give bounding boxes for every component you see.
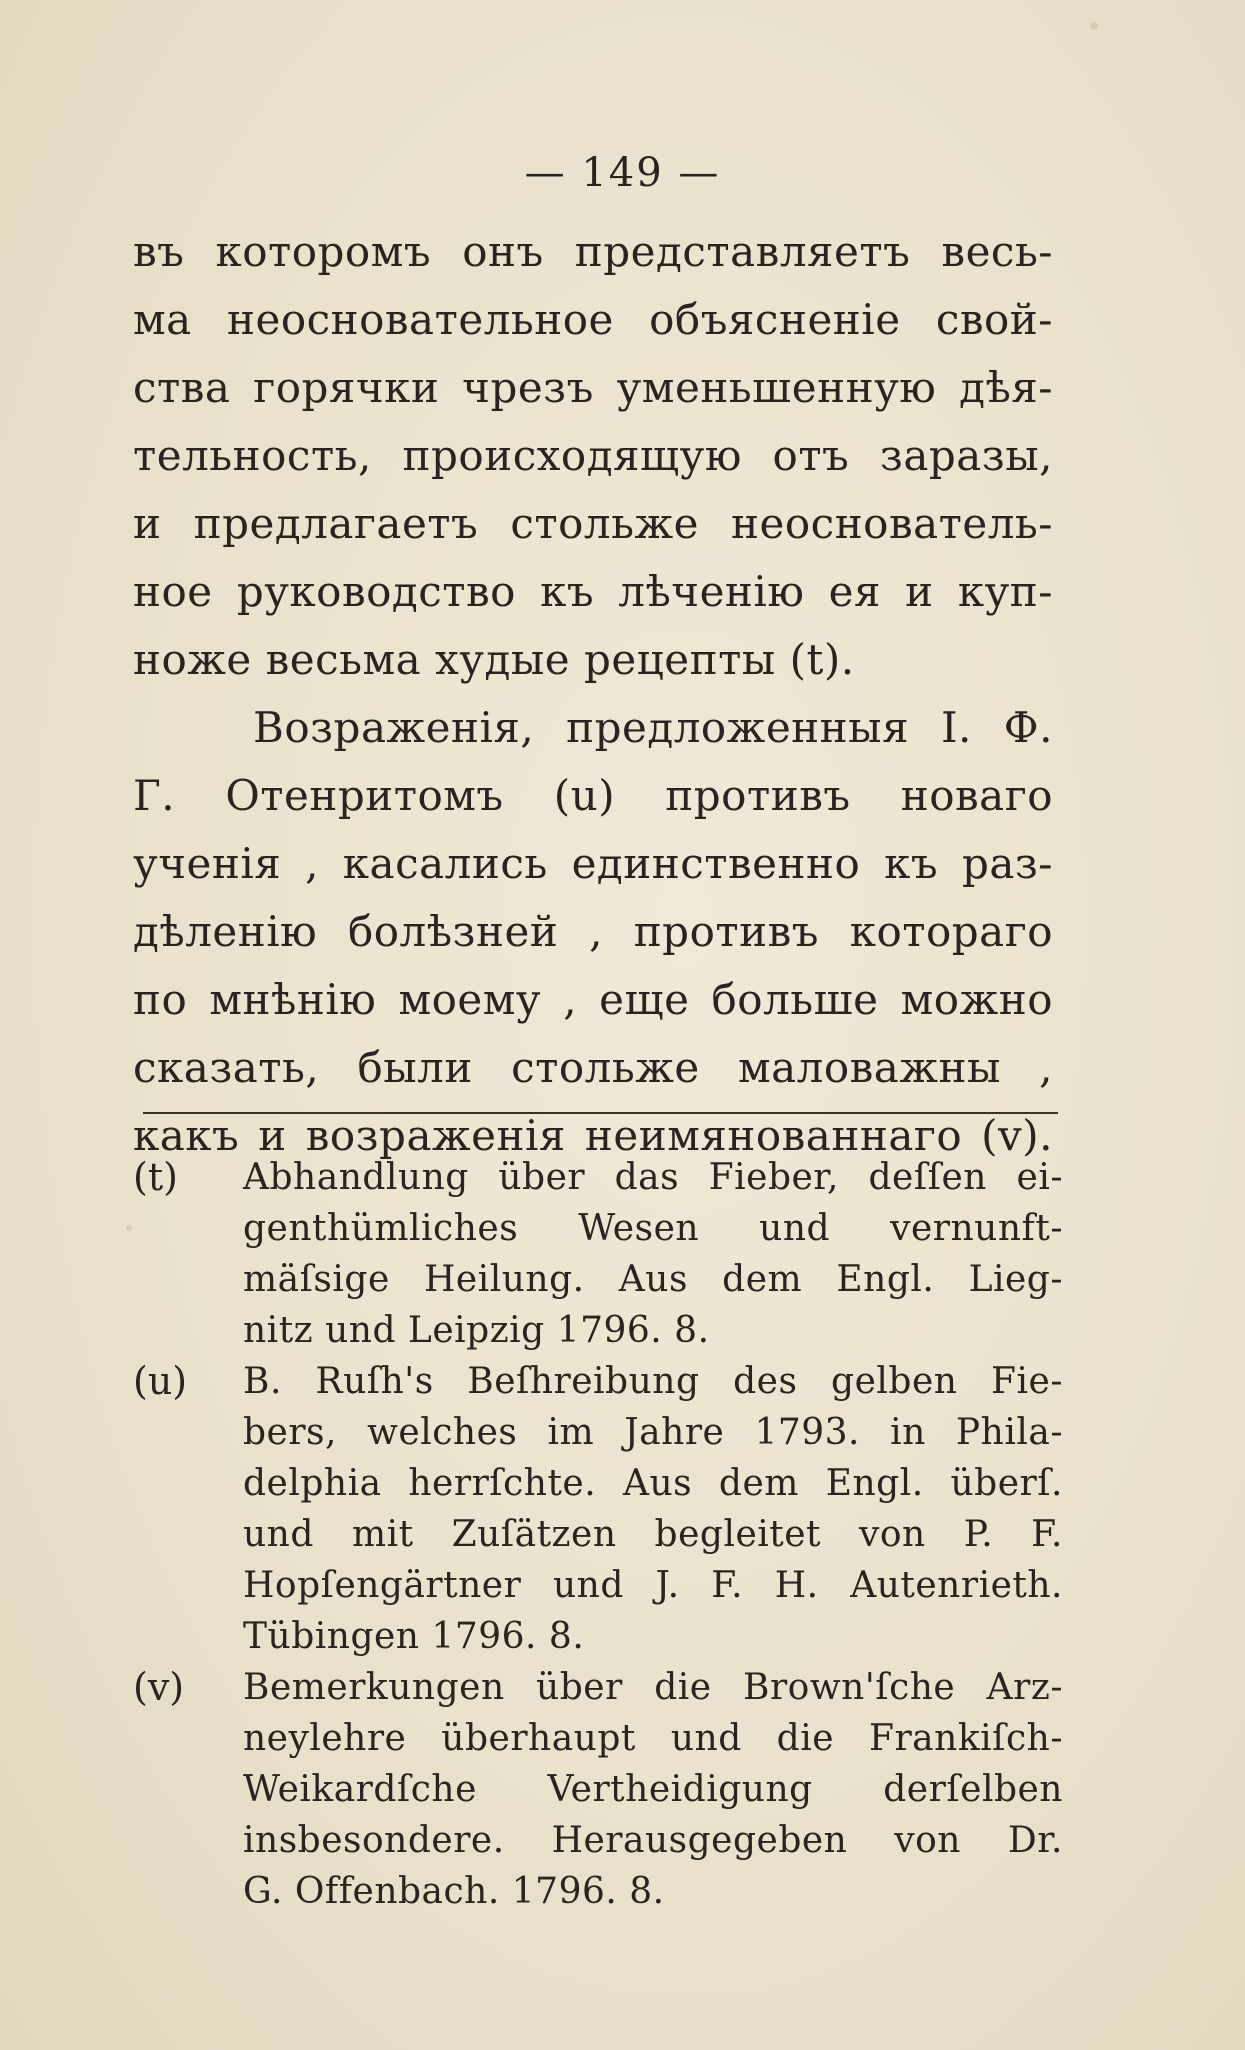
main-text xyxy=(133,218,1053,1170)
text-line: и предлагаетъ стольже неоснователь- xyxy=(133,499,1053,548)
footnote-line: B. Ruſh's Beſhreibung des gelben Fie- xyxy=(243,1361,1063,1402)
paper-spot xyxy=(126,1225,132,1231)
footnote-v xyxy=(133,1662,1063,1917)
text-line: въ которомъ онъ представляетъ весь- xyxy=(133,227,1053,276)
footnote-line: Tübingen 1796. 8. xyxy=(243,1616,585,1657)
page-number: — 149 — xyxy=(524,150,721,196)
footnotes xyxy=(133,1152,1063,1917)
text-line: какъ и возраженія неимянованнаго (v). xyxy=(133,1111,1053,1160)
text-line: Г. Отенритомъ (u) противъ новаго xyxy=(133,771,1053,820)
footnote-marker: (t) xyxy=(133,1155,178,1199)
footnote-line: Abhandlung über das Fieber, deſſen ei- xyxy=(243,1157,1063,1198)
footnote-line: nitz und Leipzig 1796. 8. xyxy=(243,1310,710,1351)
text-line: дѣленію болѣзней , противъ котораго xyxy=(133,907,1053,956)
text-line: тельность, происходящую отъ заразы, xyxy=(133,431,1053,480)
footnote-u xyxy=(133,1356,1063,1662)
paper-spot xyxy=(1090,22,1098,30)
text-line: ства горячки чрезъ уменьшенную дѣя- xyxy=(133,363,1053,412)
footnote-line: insbesondere. Herausgegeben von Dr. xyxy=(243,1820,1063,1861)
footnote-line: mäſsige Heilung. Aus dem Engl. Lieg- xyxy=(243,1259,1063,1300)
text-line: сказать, были стольже маловажны , xyxy=(133,1043,1053,1092)
text-line: ученія , касались единственно къ раз- xyxy=(133,839,1053,888)
footnote-line: Weikardſche Vertheidigung derſelben xyxy=(243,1769,1063,1810)
footnote-divider xyxy=(143,1112,1058,1114)
text-line: ма неосновательное объясненіе свой- xyxy=(133,295,1053,344)
footnote-marker: (v) xyxy=(133,1665,185,1709)
text-line: ное руководство къ лѣченію ея и куп- xyxy=(133,567,1053,616)
footnote-line: delphia herrſchte. Aus dem Engl. überſ. xyxy=(243,1463,1063,1504)
footnote-line: genthümliches Wesen und vernunft- xyxy=(243,1208,1063,1249)
footnote-t xyxy=(133,1152,1063,1356)
footnote-line: und mit Zuſätzen begleitet von P. F. xyxy=(243,1514,1063,1555)
footnote-line: Bemerkungen über die Brown'ſche Arz- xyxy=(243,1667,1063,1708)
footnote-marker: (u) xyxy=(133,1359,188,1403)
text-line: ноже весьма худые рецепты (t). xyxy=(133,635,855,684)
footnote-line: Hopſengärtner und J. F. H. Autenrieth. xyxy=(243,1565,1063,1606)
footnote-line: G. Offenbach. 1796. 8. xyxy=(243,1871,665,1912)
paragraph-start-line: Возраженія, предложенныя I. Ф. xyxy=(253,703,1053,752)
footnote-line: bers, welches im Jahre 1793. in Phila- xyxy=(243,1412,1063,1453)
text-line: по мнѣнію моему , еще больше можно xyxy=(133,975,1053,1024)
footnote-line: neylehre überhaupt und die Frankiſch- xyxy=(243,1718,1063,1759)
